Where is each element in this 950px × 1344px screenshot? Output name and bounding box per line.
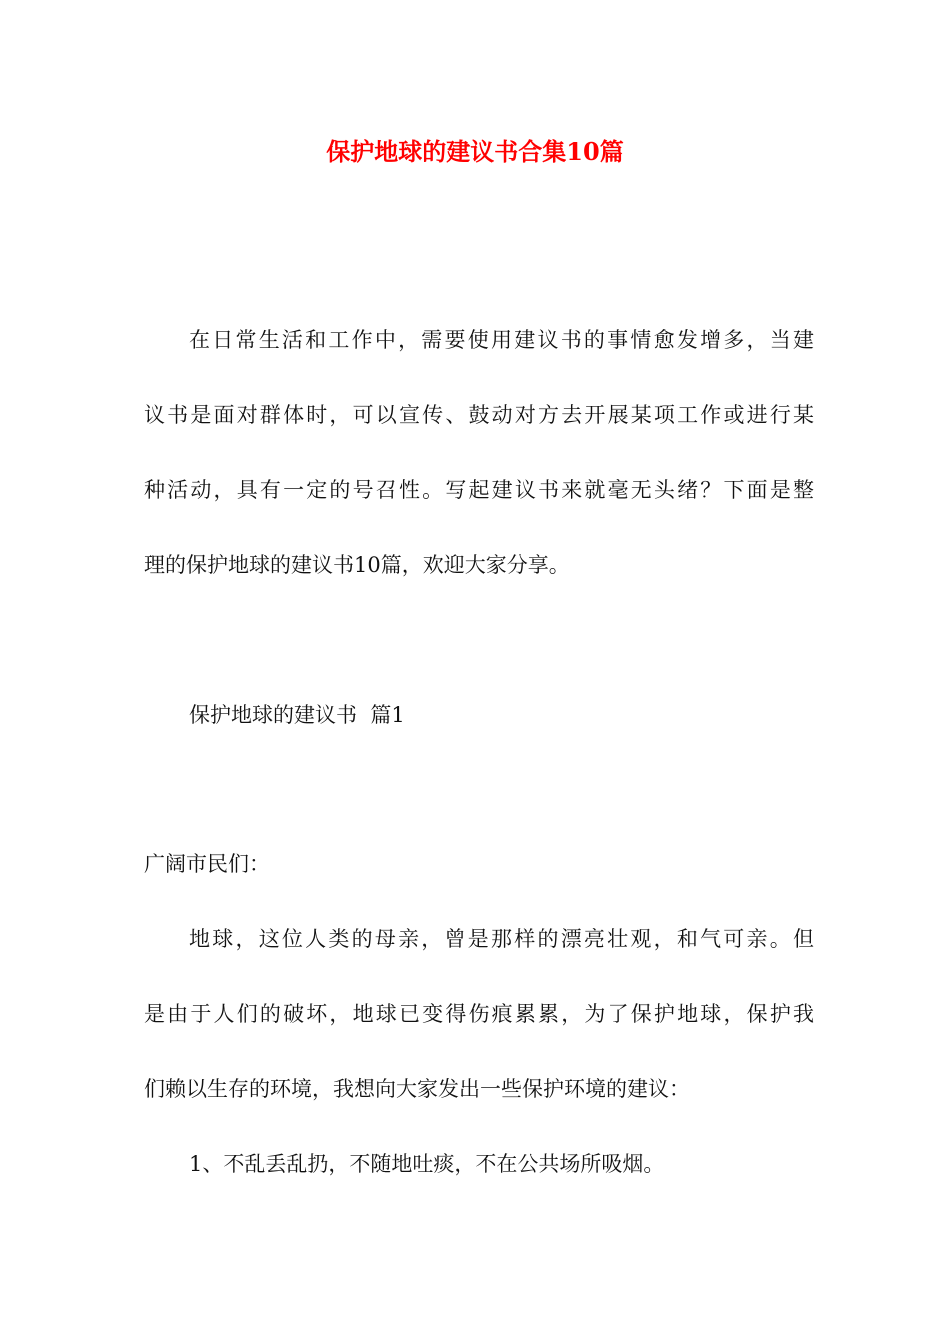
body-line-1: 地球，这位人类的母亲，曾是那样的漂亮壮观，和气可亲。但 [189, 927, 814, 951]
body-line-3: 们赖以生存的环境，我想向大家发出一些保护环境的建议： [144, 1077, 690, 1101]
intro-line-4: 理的保护地球的建议书10篇，欢迎大家分享。 [144, 553, 570, 577]
intro-line-1: 在日常生活和工作中，需要使用建议书的事情愈发增多，当建 [189, 328, 814, 352]
document-title: 保护地球的建议书合集10篇 [326, 137, 624, 166]
section-heading: 保护地球的建议书 篇1 [189, 703, 405, 727]
intro-line-3: 种活动，具有一定的号召性。写起建议书来就毫无头绪？下面是整 [144, 478, 814, 502]
body-line-4: 1、不乱丢乱扔，不随地吐痰，不在公共场所吸烟。 [189, 1152, 665, 1176]
body-line-2: 是由于人们的破坏，地球已变得伤痕累累，为了保护地球，保护我 [144, 1002, 814, 1026]
intro-line-2: 议书是面对群体时，可以宣传、鼓动对方去开展某项工作或进行某 [144, 403, 814, 427]
greeting: 广阔市民们： [144, 852, 270, 876]
